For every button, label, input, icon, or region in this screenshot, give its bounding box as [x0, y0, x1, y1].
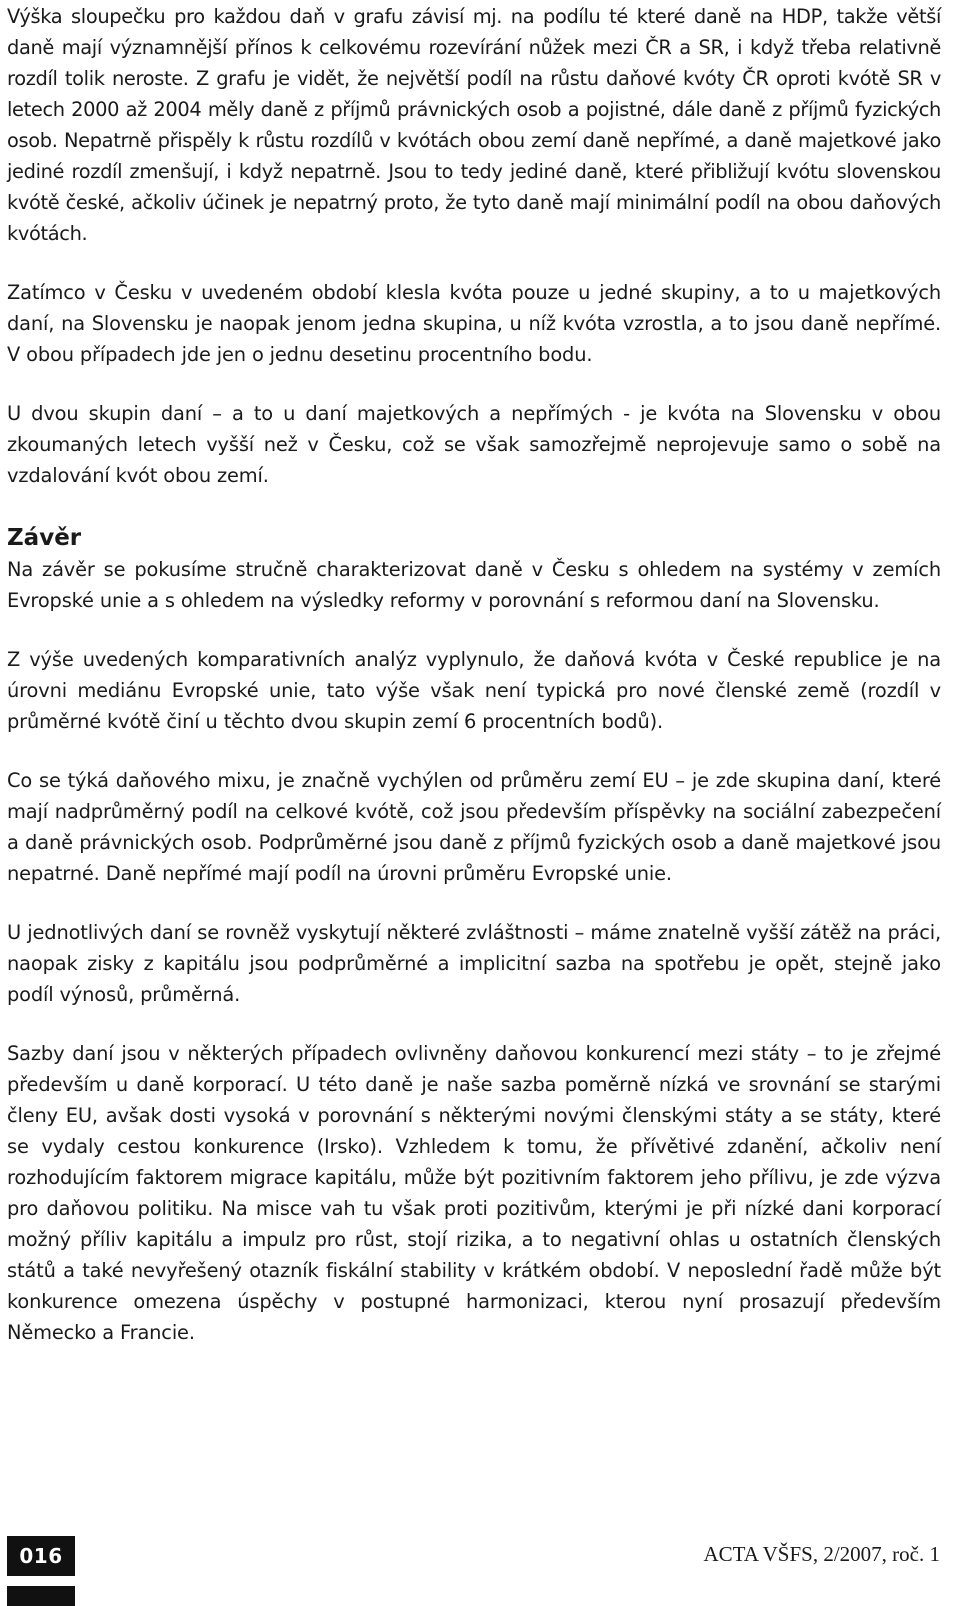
- paragraph-specifics: U jednotlivých daní se rovněž vyskytují některé zvláštnosti – máme znatelně vyšší zátěž na práci, naopak zisky z kapitálu jsou podprůměrné a implicitní sazba na spotřebu je opět, stejně jako podíl výnosů, průměrná.: [7, 921, 941, 1006]
- paragraph-quota-change: Zatímco v Česku v uvedeném období klesla kvóta pouze u jedné skupiny, a to u majetkových daní, na Slovensku je naopak jenom jedna skupina, u níž kvóta vzrostla, a to jsou daně nepřímé. V obou případech jde jen o jednu desetinu procentního bodu.: [7, 281, 941, 366]
- footer-decoration-block: [7, 1586, 75, 1606]
- paragraph-chart-commentary: Výška sloupečku pro každou daň v grafu závisí mj. na podílu té které daně na HDP, takže větší daně mají významnější přínos k celkovému rozevírání nůžek mezi ČR a SR, i když třeba relativně rozdíl tolik neroste. Z grafu je vidět, že největší podíl na růstu daňové kvóty ČR oproti kvótě SR v letech 2000 až 2004 měly daně z příjmů právnických osob a pojistné, dále daně z příjmů fyzických osob. Nepatrně přispěly k růstu rozdílů v kvótách obou zemí daně nepřímé, a daně majetkové jako jediné rozdíl zmenšují, i když nepatrně. Jsou to tedy jediné daně, které přibližují kvótu slovenskou kvótě české, ačkoliv účinek je nepatrný proto, že tyto daně mají minimální podíl na obou daňových kvótách.: [7, 5, 941, 245]
- section-heading-conclusion: Závěr: [7, 525, 82, 551]
- page-number: 016: [7, 1536, 75, 1576]
- paragraph-conclusion-intro: Na závěr se pokusíme stručně charakterizovat daně v Česku s ohledem na systémy v zemích Evropské unie a s ohledem na výsledky reformy v porovnání s reformou daní na Slovensku.: [7, 558, 941, 612]
- paragraph-two-groups: U dvou skupin daní – a to u daní majetkových a nepřímých - je kvóta na Slovensku v obou zkoumaných letech vyšší než v Česku, což se však samozřejmě neprojevuje samo o sobě na vzdalování kvót obou zemí.: [7, 402, 941, 487]
- journal-reference: ACTA VŠFS, 2/2007, roč. 1: [703, 1542, 940, 1566]
- paragraph-tax-competition: Sazby daní jsou v některých případech ovlivněny daňovou konkurencí mezi státy – to je zřejmé především u daně korporací. U této daně je naše sazba poměrně nízká ve srovnání se starými členy EU, avšak dosti vysoká v porovnání s některými novými členskými státy a se státy, které se vydaly cestou konkurence (Irsko). Vzhledem k tomu, že přívětivé zdanění, ačkoliv není rozhodujícím faktorem migrace kapitálu, může být pozitivním faktorem jeho přílivu, je zde výzva pro daňovou politiku. Na misce vah tu však proti pozitivům, kterými je při nízké dani korporací možný příliv kapitálu a impulz pro růst, stojí rizika, a to negativní ohlas u ostatních členských států a také nevyřešený otazník fiskální stability v krátkém období. V neposlední řadě může být konkurence omezena úspěchy v postupné harmonizaci, kterou nyní prosazují především Německo a Francie.: [7, 1042, 941, 1344]
- page-footer: [0, 1536, 960, 1606]
- paragraph-tax-mix: Co se týká daňového mixu, je značně vychýlen od průměru zemí EU – je zde skupina daní, které mají nadprůměrný podíl na celkové kvótě, což jsou především příspěvky na sociální zabezpečení a daně právnických osob. Podprůměrné jsou daně z příjmů fyzických osob a daně majetkové jsou nepatrné. Daně nepřímé mají podíl na úrovni průměru Evropské unie.: [7, 769, 941, 885]
- paragraph-tax-quota: Z výše uvedených komparativních analýz vyplynulo, že daňová kvóta v České republice je na úrovni mediánu Evropské unie, tato výše však není typická pro nové členské země (rozdíl v průměrné kvótě činí u těchto dvou skupin zemí 6 procentních bodů).: [7, 648, 941, 733]
- document-body: [7, 1, 941, 1376]
